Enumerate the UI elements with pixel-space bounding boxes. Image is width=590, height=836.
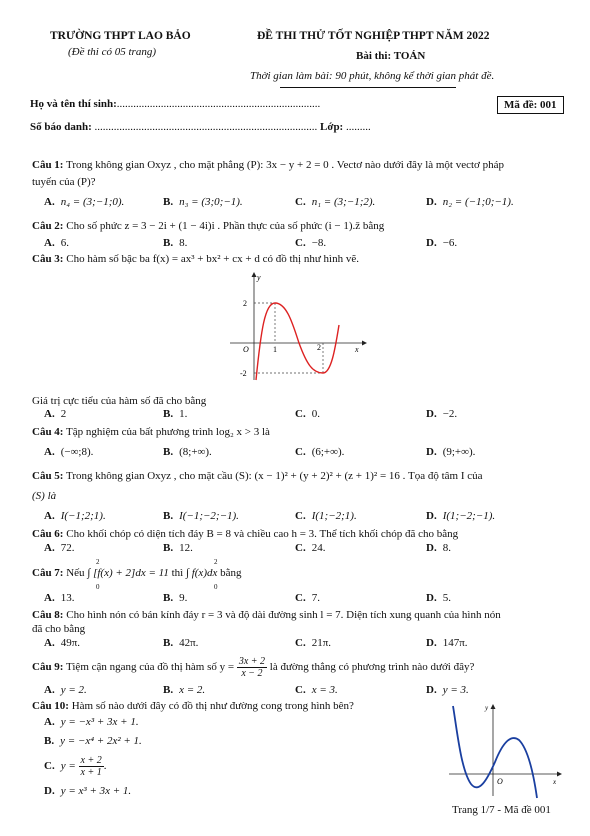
graph1-x-label: x — [355, 345, 359, 354]
q1-text-2: tuyến của (P)? — [32, 176, 96, 188]
q2-text: Cho số phức z = 3 − 2i + (1 − 4i)i . Phần thực của số phức (i − 1).z̄ bằng — [66, 220, 385, 232]
question-5-cont — [32, 490, 56, 502]
q7-lim-top-2: 2 — [214, 558, 218, 566]
question-3 — [32, 253, 359, 265]
q3-text: Cho hàm số bậc ba f(x) = ax³ + bx² + cx + d có đồ thị như hình vẽ. — [66, 253, 359, 265]
q6-text: Cho khối chóp có diện tích đáy B = 8 và chiều cao h = 3. Thể tích khối chóp đã cho bằng — [66, 528, 459, 540]
q4-option-a[interactable]: A. (−∞;8). — [44, 446, 94, 458]
q1-number: Câu 1: — [32, 159, 64, 171]
q6-option-a[interactable]: A. 72. — [44, 542, 75, 554]
q6-option-c[interactable]: C. 24. — [295, 542, 326, 554]
student-name-label: Họ và tên thí sinh: — [30, 98, 117, 110]
school-name: TRƯỜNG THPT LAO BẢO — [50, 30, 191, 42]
question-5 — [32, 470, 483, 482]
q5-text: Trong không gian Oxyz , cho mặt cầu (S): (x − 1)² + (y + 2)² + (z + 1)² = 16 . Tọa độ tâm I của — [66, 470, 483, 482]
q4-option-d[interactable]: D. (9;+∞). — [426, 446, 476, 458]
question-8 — [32, 609, 501, 621]
graph1-label-neg2: -2 — [240, 369, 247, 378]
graph1-label-1: 1 — [273, 345, 277, 354]
q5-option-b[interactable]: B. I(−1;−2;−1). — [163, 510, 239, 522]
student-name-row — [30, 98, 320, 110]
q5-number: Câu 5: — [32, 470, 64, 482]
q1-option-b[interactable]: B. n₃ = (3;0;−1). — [163, 196, 243, 208]
graph2-curve — [453, 706, 537, 798]
q8-option-d[interactable]: D. 147π. — [426, 637, 468, 649]
q6-number: Câu 6: — [32, 528, 64, 540]
question-10 — [32, 700, 354, 712]
q2-option-c[interactable]: C. −8. — [295, 237, 327, 249]
exam-subject: Bài thi: TOÁN — [356, 50, 426, 62]
q9-option-d[interactable]: D. y = 3. — [426, 684, 469, 696]
q2-option-a[interactable]: A. 6. — [44, 237, 69, 249]
q10-option-b[interactable]: B. y = −x⁴ + 2x² + 1. — [44, 735, 142, 747]
graph1-x-arrow — [362, 341, 367, 346]
q8-number: Câu 8: — [32, 609, 64, 621]
student-id-label: Số báo danh: — [30, 121, 92, 133]
graph2-y-label: y — [485, 704, 489, 712]
question-4 — [32, 426, 270, 438]
q8-option-c[interactable]: C. 21π. — [295, 637, 332, 649]
q10-graph — [445, 700, 565, 800]
q10-number: Câu 10: — [32, 700, 69, 712]
q7-option-b[interactable]: B. 9. — [163, 592, 188, 604]
q8-text: Cho hình nón có bán kính đáy r = 3 và độ dài đường sinh l = 7. Diện tích xung quanh của hình nón — [66, 609, 501, 621]
exam-title: ĐỀ THI THỬ TỐT NGHIỆP THPT NĂM 2022 — [257, 30, 490, 42]
q3-option-d[interactable]: D. −2. — [426, 408, 458, 420]
q4-number: Câu 4: — [32, 426, 64, 438]
class-label: Lớp: — [320, 121, 344, 133]
question-1-cont — [32, 176, 96, 188]
class-dots: ......... — [345, 121, 371, 133]
q9-option-a[interactable]: A. y = 2. — [44, 684, 87, 696]
graph1-label-2: 2 — [243, 299, 247, 308]
graph2-origin: O — [497, 777, 503, 786]
pages-note: (Đề thi có 05 trang) — [68, 46, 156, 58]
q9-fraction: $\frac{3x + 2}{x - 2}$ — [238, 656, 266, 679]
q4-option-b[interactable]: B. (8;+∞). — [163, 446, 212, 458]
q9-number: Câu 9: — [32, 661, 64, 674]
question-2 — [32, 220, 384, 232]
q7-integral-1: ∫ [f(x) + 2]dx = 11 — [87, 567, 169, 579]
q3-option-c[interactable]: C. 0. — [295, 408, 320, 420]
q8-option-a[interactable]: A. 49π. — [44, 637, 81, 649]
q3-number: Câu 3: — [32, 253, 64, 265]
q2-option-b[interactable]: B. 8. — [163, 237, 188, 249]
q10-fraction: $\frac{x + 2}{x + 1}$ — [80, 755, 102, 778]
cubic-graph — [225, 270, 370, 385]
question-1 — [32, 159, 504, 171]
question-9: Câu 9: Tiệm cận ngang của đồ thị hàm số y = $\frac{3x + 2}{x - 2}$ là đường thẳng có phương trình nào dưới đây? — [32, 656, 475, 679]
header-underline — [280, 87, 456, 88]
q4-option-c[interactable]: C. (6;+∞). — [295, 446, 345, 458]
graph1-y-label: y — [257, 273, 261, 282]
q2-number: Câu 2: — [32, 220, 64, 232]
q7-option-c[interactable]: C. 7. — [295, 592, 320, 604]
q3-option-a[interactable]: A. 2 — [44, 408, 67, 420]
q1-option-c[interactable]: C. n₁ = (3;−1;2). — [295, 196, 376, 208]
q1-option-d[interactable]: D. n₂ = (−1;0;−1). — [426, 196, 514, 208]
q6-option-d[interactable]: D. 8. — [426, 542, 451, 554]
graph1-label-x2: 2 — [317, 343, 321, 352]
q10-option-a[interactable]: A. y = −x³ + 3x + 1. — [44, 716, 139, 728]
exam-code-box: Mã đề: 001 — [497, 96, 564, 114]
q10-option-c[interactable]: C. y = $\frac{x + 2}{x + 1}$ . — [44, 755, 107, 778]
q3-option-b[interactable]: B. 1. — [163, 408, 188, 420]
q4-text: Tập nghiệm của bất phương trình log₂ x > 3 là — [66, 426, 270, 438]
q7-option-d[interactable]: D. 5. — [426, 592, 451, 604]
q1-text: Trong không gian Oxyz , cho mặt phẳng (P): 3x − y + 2 = 0 . Vectơ nào dưới đây là một vectơ pháp — [66, 159, 505, 171]
q8-text-2: đã cho bằng — [32, 623, 86, 635]
q7-lim-top-1: 2 — [96, 558, 100, 566]
q5-text-2: (S) là — [32, 490, 57, 502]
q5-option-a[interactable]: A. I(−1;2;1). — [44, 510, 106, 522]
graph2-x-label: x — [553, 778, 557, 786]
question-8-cont — [32, 623, 85, 635]
q5-option-c[interactable]: C. I(1;−2;1). — [295, 510, 357, 522]
question-7: Câu 7: Nếu ∫ [f(x) + 2]dx = 11 thì ∫ f(x)dx bằng — [32, 567, 242, 579]
question-6 — [32, 528, 458, 540]
q3-text-2: Giá trị cực tiểu của hàm số đã cho bằng — [32, 395, 207, 407]
q7-integral-2: ∫ f(x)dx — [185, 567, 218, 579]
q1-option-a[interactable]: A. n₄ = (3;−1;0). — [44, 196, 125, 208]
q9-option-b[interactable]: B. x = 2. — [163, 684, 206, 696]
student-name-dots: .......................................................................... — [116, 98, 321, 110]
student-id-dots: ................................................................................. — [94, 121, 318, 133]
graph2-x-arrow — [557, 772, 562, 777]
q7-number: Câu 7: — [32, 567, 64, 579]
graph2-y-arrow — [491, 704, 496, 709]
q10-text: Hàm số nào dưới đây có đồ thị như đường cong trong hình bên? — [71, 700, 354, 712]
q7-lim-bot-1: 0 — [96, 583, 100, 591]
q9-option-c[interactable]: C. x = 3. — [295, 684, 338, 696]
q7-option-a[interactable]: A. 13. — [44, 592, 75, 604]
q7-lim-bot-2: 0 — [214, 583, 218, 591]
graph1-origin: O — [243, 345, 249, 354]
page-footer: Trang 1/7 - Mã đề 001 — [452, 804, 551, 816]
exam-time-note: Thời gian làm bài: 90 phút, không kể thời gian phát đề. — [250, 70, 495, 82]
student-id-row — [30, 121, 371, 133]
q8-option-b[interactable]: B. 42π. — [163, 637, 199, 649]
q6-option-b[interactable]: B. 12. — [163, 542, 193, 554]
graph1-curve — [256, 303, 339, 380]
q5-option-d[interactable]: D. I(1;−2;−1). — [426, 510, 496, 522]
q10-option-d[interactable]: D. y = x³ + 3x + 1. — [44, 785, 132, 797]
q2-option-d[interactable]: D. −6. — [426, 237, 458, 249]
graph1-y-arrow — [252, 272, 257, 277]
